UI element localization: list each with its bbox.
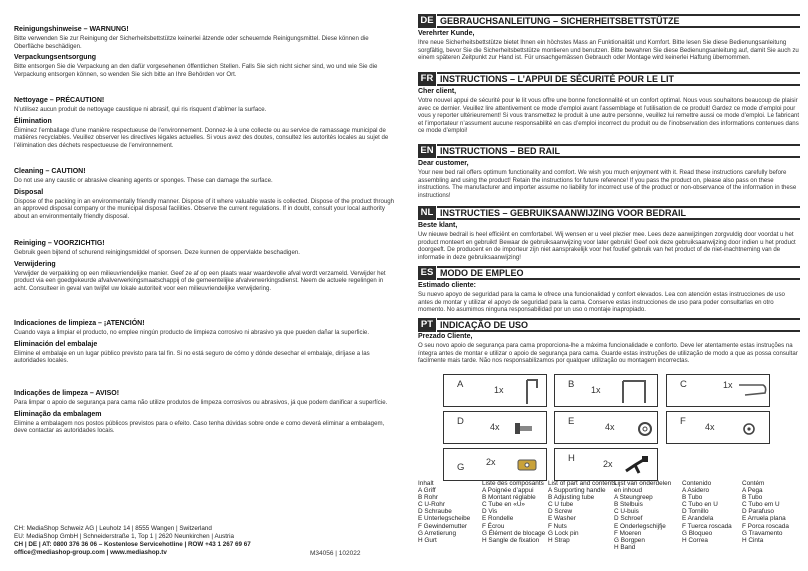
lock-pin-icon xyxy=(514,455,542,475)
inventory-item: G Lock pin xyxy=(548,529,579,537)
section-en-care xyxy=(14,168,398,220)
inventory-item: H Sangle de fixation xyxy=(482,536,540,544)
part-box-h xyxy=(554,448,658,481)
right-column xyxy=(418,0,800,571)
inventory-item: D Parafuso xyxy=(742,508,774,516)
es-cleaning-text: Cuando vaya a limpiar el producto, no emplee ningún producto de limpieza corrosivo ni abrasivo ya que pueden dañar la superficie. xyxy=(14,329,370,336)
footer-web[interactable]: office@mediashop-group.com | www.mediashop.tv xyxy=(14,549,167,556)
lang-bar-pt xyxy=(418,318,800,332)
footer-ch: CH: MediaShop Schweiz AG | Leuholz 14 | 8555 Wangen | Switzerland xyxy=(14,525,212,532)
u-tube-icon xyxy=(737,379,769,401)
en-disposal-text: Dispose of the packing in an environmentally friendly manner. Dispose of it where valuable waste is collected. Dispose of the product through an approved disposal company or the municipal disposal facilities. Observe the current regulations. If in doubt, consult your local authority about an environmentally friendly disposal. xyxy=(14,197,395,220)
de-cleaning-heading: Reinigungshinweise – WARNUNG! xyxy=(14,26,129,33)
es-disposal-heading: Eliminación del embalaje xyxy=(14,340,98,348)
inventory-item: G Travamento xyxy=(742,529,783,537)
tube-icon xyxy=(617,378,653,406)
nl-disposal-text: Verwijder de verpakking op een milieuvriendelijke manier. Geef ze af op een plaats waar waardevolle afval wordt verzameld. Verwijder het product via een goedgekeurde afvalverwerkingsmaatschappij of de gemeentelijke afvalverwerkingsdienst. Neem de actuele regelingen in acht. Consulteer in geval van twijfel uw lokale autoriteit voor een milieuvriendelijke verwijdering. xyxy=(14,269,386,292)
handle-icon xyxy=(522,378,542,406)
inventory-item: C Tubo en U xyxy=(682,501,718,509)
inventory-item: F Nuts xyxy=(548,522,567,530)
part-box-g xyxy=(443,448,547,481)
footer-phone: CH | DE | AT: 0800 376 36 06 – Kostenlose Servicehotline | ROW +43 1 267 69 67 xyxy=(14,541,251,548)
fr-intro-text: Votre nouvel appui de sécurité pour le lit vous offre une bonne fonctionnalité et un confort optimal. Nous vous souhaitons beaucoup de plaisir avec ce dernier. Veuillez lire attentivement ce mode d’emploi avant l’assemblage et l’utilisation de ce produit! Gardez ce mode d’emploi pour vous y reporter ultérieurement! Si vous transmettez le produit à une autre personne, veuillez lui remettre aussi ce mode d’emploi. Le fabricant et l’importateur n’assument aucune responsabilité en cas d’emploi incorrect du produit ou de l’inobservation des informations contenues dans ce mode d’emploi! xyxy=(418,97,800,135)
es-cleaning-heading: Indicaciones de limpieza – ¡ATENCIÓN! xyxy=(14,320,145,327)
lang-title-nl: INSTRUCTIES – GEBRUIKSAANWIJZING VOOR BEDRAIL xyxy=(437,206,800,220)
nl-cleaning-heading: Reiniging – VOORZICHTIG! xyxy=(14,240,105,247)
inventory-heading: Inhalt xyxy=(418,480,434,487)
lang-bar-fr xyxy=(418,72,800,86)
es-intro-text: Su nuevo apoyo de seguridad para la cama le ofrece una funcionalidad y confort elevados. Lea con atención estas instrucciones de uso antes de montar y utilizar el apoyo de seguridad para la cama. Conserve estas instrucciones de uso para poder consultarlas en otro momento. No asumimos ninguna responsabilidad por un uso o montaje inapropiado. xyxy=(418,291,785,314)
inventory-item: H Correa xyxy=(682,536,708,544)
inventory-item: D Tornillo xyxy=(682,508,709,516)
inventory-item: A Poignée d’appui xyxy=(482,487,534,495)
part-box-b xyxy=(554,374,658,407)
fr-greeting: Cher client, xyxy=(418,88,457,95)
inventory-item: F Tuerca roscada xyxy=(682,522,732,530)
inventory-item: C U-Rohr xyxy=(418,501,445,509)
lang-bar-nl xyxy=(418,206,800,220)
es-greeting: Estimado cliente: xyxy=(418,282,476,289)
inventory-item: H Strap xyxy=(548,536,570,544)
part-letter: B xyxy=(568,379,575,390)
strap-icon xyxy=(623,453,653,477)
inventory-item: A Asidero xyxy=(682,487,710,495)
inventory-item: A Steungreep xyxy=(614,494,653,502)
fr-cleaning-heading: Nettoyage – PRÉCAUTION! xyxy=(14,97,105,104)
intro-de xyxy=(418,30,800,62)
inventory-item: D Vis xyxy=(482,508,498,516)
inventory-item: C Tube en «U» xyxy=(482,501,525,509)
part-qty: 1x xyxy=(494,385,504,395)
section-fr-care xyxy=(14,97,398,149)
lang-code-pt: PT xyxy=(418,318,436,332)
inventory-item: A Griff xyxy=(418,487,436,495)
pt-intro-text: O seu novo apoio de segurança para cama proporciona-lhe a máxima funcionalidade e conforto. Deve ler atentamente estas instruções na íntegra antes de montar e utilizar o apoio de segurança para cama. Guarde estas instruções de utilização de modo a que as possa consultar facilmente mais tarde. Não nos responsabilizamos por qualquer utilização ou montagem incorrectas. xyxy=(418,342,798,365)
lang-title-es: MODO DE EMPLEO xyxy=(437,266,800,280)
pt-cleaning-heading: Indicações de limpeza – AVISO! xyxy=(14,390,120,397)
lang-title-en: INSTRUCTIONS – BED RAIL xyxy=(437,144,800,158)
de-greeting: Verehrter Kunde, xyxy=(418,30,475,37)
lang-code-fr: FR xyxy=(418,72,436,86)
part-qty: 1x xyxy=(591,385,601,395)
inventory-item: C U-buis xyxy=(614,508,639,516)
part-letter: F xyxy=(680,416,686,427)
inventory-item: F Porca roscada xyxy=(742,522,789,530)
inventory-item: G Arretierung xyxy=(418,529,457,537)
fr-cleaning-text: N’utilisez aucun produit de nettoyage caustique ni abrasif, qui ris risquent d’abîmer la surface. xyxy=(14,106,267,113)
es-disposal-text: Elimine el embalaje en un lugar público previsto para tal fin. Si no está seguro de cómo y dónde desechar el embalaje, diríjase a las autoridades locales. xyxy=(14,349,370,365)
part-letter: G xyxy=(457,462,465,473)
inventory-item: C U tube xyxy=(548,501,574,509)
part-box-e xyxy=(554,411,658,444)
de-disposal-text: Bitte entsorgen Sie die Verpackung an den dafür vorgesehenen öffentlichen Stellen. Falls Sie sich nicht sicher sind, wo und wie Sie die Verpackung entsorgen können, so wenden Sie sich bitte an Ihre Behörden vor Ort. xyxy=(14,63,378,78)
inventory-heading: Lijst van onderdelen en inhoud xyxy=(614,480,672,495)
inventory-item: G Élément de blocage xyxy=(482,529,546,537)
part-qty: 4x xyxy=(605,422,615,432)
section-nl-care xyxy=(14,240,398,292)
part-qty: 4x xyxy=(490,422,500,432)
nl-cleaning-text: Gebruik geen bijtend of schurend reinigingsmiddel of sponsen. Deze kunnen de oppervlakte beschadigen. xyxy=(14,249,300,256)
inventory-en xyxy=(548,480,616,544)
inventory-heading: List of part and contents xyxy=(548,480,617,487)
washer-icon xyxy=(637,421,653,437)
footer-eu: EU: MediaShop GmbH | Schneiderstraße 1, Top 1 | 2620 Neunkirchen | Austria xyxy=(14,533,235,540)
inventory-fr xyxy=(482,480,545,544)
inventory-item: E Onderlegschijfje xyxy=(614,522,666,530)
inventory-es xyxy=(682,480,732,544)
inventory-nl xyxy=(614,480,676,551)
inventory-item: G Bloqueo xyxy=(682,529,713,537)
part-box-a xyxy=(443,374,547,407)
inventory-de xyxy=(418,480,470,544)
part-box-c xyxy=(666,374,770,407)
part-qty: 1x xyxy=(723,380,733,390)
intro-pt xyxy=(418,333,800,365)
part-letter: A xyxy=(457,379,464,390)
part-letter: D xyxy=(457,416,464,427)
lang-code-nl: NL xyxy=(418,206,436,220)
inventory-item: A Supporting handle xyxy=(548,487,606,495)
inventory-item: H Gurt xyxy=(418,536,437,544)
en-intro-text: Your new bed rail offers optimum functionality and comfort. We wish you much enjoyment with it. Read these instructions carefully before assembling and using the product! Retain the instructions for future reference! If you pass the product on, please also pass on these instructions. The manufacturer and importer assume no liability for incorrect use of the product or non-observance of the information in these instructions! xyxy=(418,169,797,199)
nl-greeting: Beste klant, xyxy=(418,222,458,229)
pt-disposal-text: Elimine a embalagem nos postos públicos previstos para o efeito. Caso tenha dúvidas sobre onde e como deverá eliminar a embalagem, deve contactar as autoridades locais. xyxy=(14,419,385,435)
pt-disposal-heading: Eliminação da embalagem xyxy=(14,410,102,418)
inventory-item: F Moeren xyxy=(614,529,642,537)
part-qty: 2x xyxy=(603,459,613,469)
part-qty: 4x xyxy=(705,422,715,432)
inventory-item: F Gewindemutter xyxy=(418,522,468,530)
inventory-item: B Adjusting tube xyxy=(548,494,595,502)
inventory-item: B Stelbuis xyxy=(614,501,643,509)
part-letter: H xyxy=(568,453,575,464)
part-qty: 2x xyxy=(486,457,496,467)
left-column xyxy=(14,0,398,571)
inventory-item: B Tubo xyxy=(742,494,763,502)
inventory-item: B Rohr xyxy=(418,494,438,502)
inventory-heading: Contenido xyxy=(682,480,712,487)
de-cleaning-text: Bitte verwenden Sie zur Reinigung der Sicherheitsbettstütze keinerlei ätzende oder scheuernde Reinigungsmittel. Diese können die Oberfläche beschädigen. xyxy=(14,35,369,50)
inventory-item: A Pega xyxy=(742,487,763,495)
nut-icon xyxy=(741,422,757,436)
part-letter: E xyxy=(568,416,575,427)
de-intro-text: Ihre neue Sicherheitsbettstütze bietet Ihnen ein höchstes Mass an Funktionalität und Komfort. Bitte lesen Sie diese Bedienungsanleitung sorgfältig, bevor Sie die Sicherheitsbettstütze montieren und benutzen. Bitte bewahren Sie diese Bedienungsanleitung auf, damit Sie auch zu einem späteren Zeitpunkt zur Hand ist. Für unsachgemässen Gebrauch oder Montage wird keinerlei Haftung übernommen. xyxy=(418,39,799,62)
en-cleaning-text: Do not use any caustic or abrasive cleaning agents or sponges. These can damage the surface. xyxy=(14,177,273,184)
inventory-heading: Liste des composants xyxy=(482,480,544,487)
lang-title-fr: INSTRUCTIONS – L’APPUI DE SÉCURITÉ POUR LE LIT xyxy=(437,72,800,86)
inventory-item: C Tubo em U xyxy=(742,501,780,509)
intro-es xyxy=(418,282,800,314)
nl-intro-text: Uw nieuwe bedrail is heel efficiënt en comfortabel. Wij wensen er u veel plezier mee. Lees deze aanwijzingen zorgvuldig door voordat u het product monteert en gebruikt! Bewaar de gebruiksaanwijzing voor later gebruik! Geef ook deze gebruiksaanwijzing door indien u het product doorgeeft. De producent en de importeur zijn niet aansprakelijk voor het foutief gebruik van het product of de niet-inachtneming van de informatie in deze gebruiksaanwijzing! xyxy=(418,231,796,261)
inventory-item: E Washer xyxy=(548,515,576,523)
company-footer xyxy=(14,525,251,557)
inventory-item: D Screw xyxy=(548,508,573,516)
lang-code-en: EN xyxy=(418,144,436,158)
inventory-item: F Écrou xyxy=(482,522,505,530)
inventory-item: E Unterlegscheibe xyxy=(418,515,471,523)
inventory-item: D Schraube xyxy=(418,508,452,516)
part-box-d xyxy=(443,411,547,444)
lang-code-es: ES xyxy=(418,266,436,280)
lang-bar-de xyxy=(418,14,800,28)
en-disposal-heading: Disposal xyxy=(14,188,44,196)
lang-bar-es xyxy=(418,266,800,280)
intro-en xyxy=(418,160,800,199)
section-pt-care xyxy=(14,390,398,435)
inventory-item: E Arruela plana xyxy=(742,515,786,523)
lang-title-de: GEBRAUCHSANLEITUNG – SICHERHEITSBETTSTÜTZE xyxy=(437,14,800,28)
section-es-care xyxy=(14,320,398,365)
lang-bar-en xyxy=(418,144,800,158)
inventory-item: B Tubo xyxy=(682,494,703,502)
inventory-item: E Arandela xyxy=(682,515,714,523)
lang-code-de: DE xyxy=(418,14,436,28)
part-letter: C xyxy=(680,379,687,390)
inventory-item: H Cinta xyxy=(742,536,764,544)
intro-fr xyxy=(418,88,800,135)
inventory-item: E Rondelle xyxy=(482,515,514,523)
inventory-item: B Montant réglable xyxy=(482,494,536,502)
screw-icon xyxy=(512,420,536,438)
en-cleaning-heading: Cleaning – CAUTION! xyxy=(14,168,86,175)
lang-title-pt: INDICAÇÃO DE USO xyxy=(437,318,800,332)
fr-disposal-text: Éliminez l’emballage d’une manière respectueuse de l’environnement. Donnez-le à une collecte ou au service de ramassage municipal de matières recyclables. Veuillez observer les directives légales actuelles. Si vous avez des doutes, consultez les autorités locales au sujet de l’élimination des déchets respectueuse de l’environnement. xyxy=(14,126,389,149)
fr-disposal-heading: Élimination xyxy=(14,117,52,125)
inventory-item: D Schroef xyxy=(614,515,643,523)
part-box-f xyxy=(666,411,770,444)
version-code: M34056 | 102022 xyxy=(310,550,361,557)
pt-greeting: Prezado Cliente, xyxy=(418,333,473,340)
inventory-item: H Band xyxy=(614,543,636,551)
en-greeting: Dear customer, xyxy=(418,160,469,167)
de-disposal-heading: Verpackungsentsorgung xyxy=(14,54,97,62)
nl-disposal-heading: Verwijdering xyxy=(14,260,56,268)
inventory-item: G Borgpen xyxy=(614,536,645,544)
inventory-pt xyxy=(742,480,789,544)
intro-nl xyxy=(418,222,800,261)
section-de-care xyxy=(14,26,398,78)
pt-cleaning-text: Para limpar o apoio de segurança para cama não utilize produtos de limpeza corrosivos ou abrasivos, já que podem danificar a superfície. xyxy=(14,399,388,406)
inventory-heading: Contém xyxy=(742,480,765,487)
